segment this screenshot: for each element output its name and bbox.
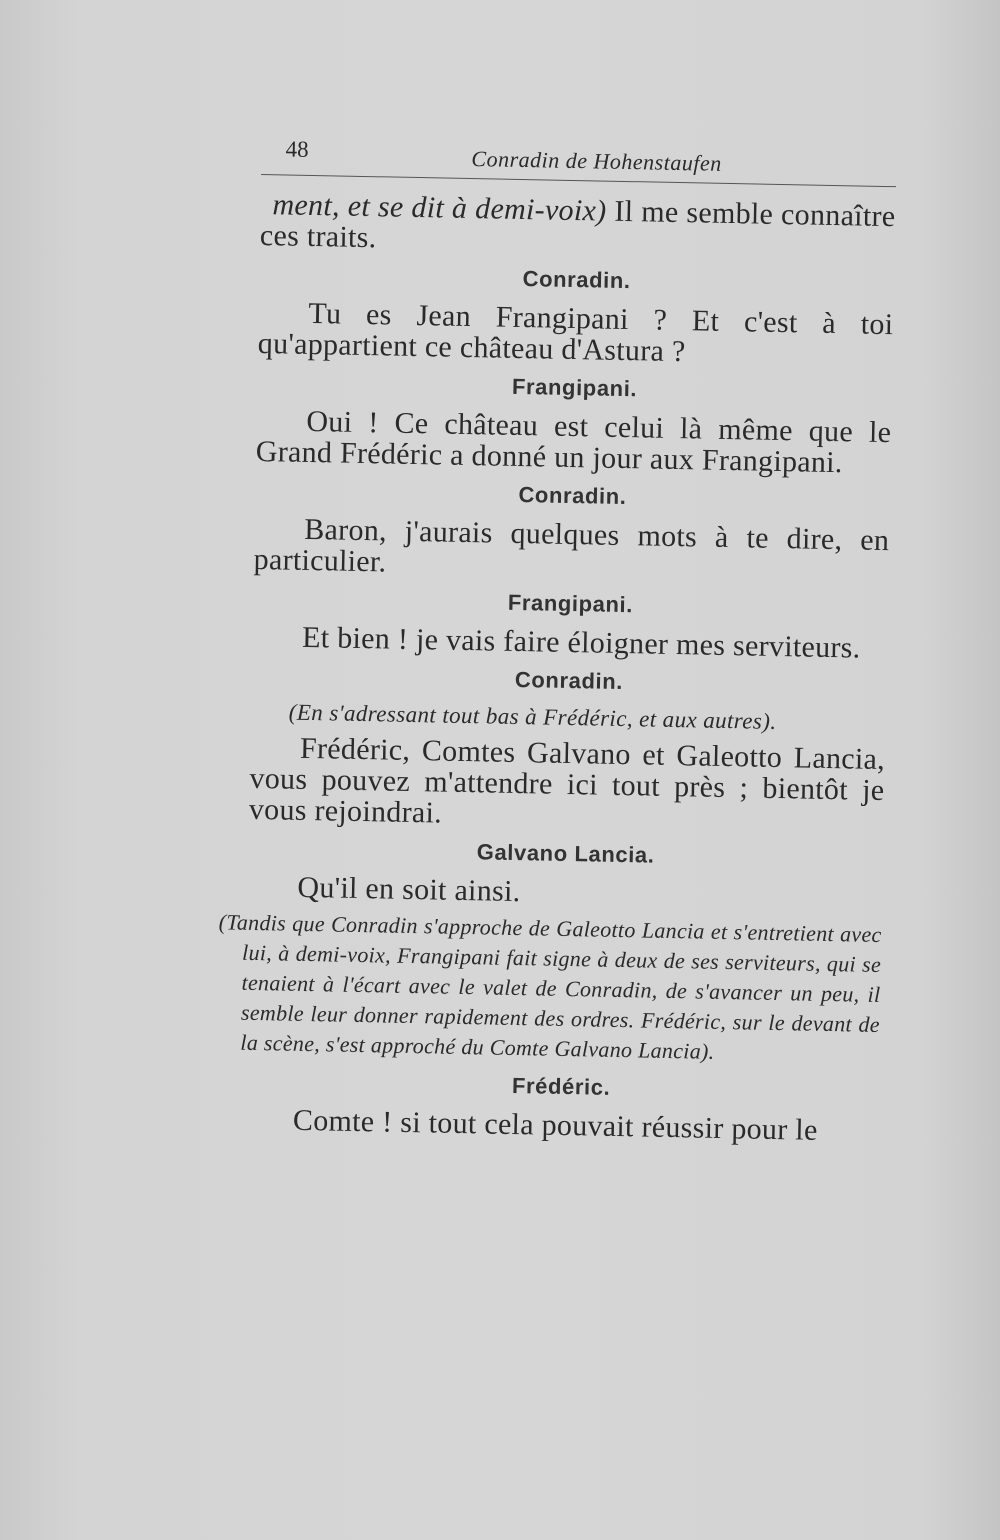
speaker-name: Galvano Lancia. <box>476 839 655 868</box>
opening-paragraph <box>260 189 896 263</box>
stage-direction-block: (Tandis que Conradin s'approche de Galeotto Lancia et s'entretient avec lui, à demi-voix, Frangipani fait signe à deux de ses serviteurs, qui se tenaient à l'écart avec le valet de Conradin, de s'avancer un peu, il semble leur donner rapidement des ordres. Frédéric, sur le devant de la scène, s'est approché du Comte Galvano Lancia). <box>218 909 882 1064</box>
opening-text: Il me semble connaître ces traits. <box>259 194 896 255</box>
stage-direction-inline: (En s'adressant tout bas à Frédéric, et aux autres). <box>288 699 777 734</box>
speaker-name: Conradin. <box>514 666 624 695</box>
speech-text: Baron, j'aurais quelques mots à te dire, en particulier. <box>253 512 890 579</box>
speech-text: Qu'il en soit ainsi. <box>297 870 521 909</box>
speaker-name: Conradin. <box>518 481 627 510</box>
speech-text: Oui ! Ce château est celui là même que le Grand Frédéric a donné un jour aux Frangipani. <box>255 404 892 480</box>
running-header <box>261 128 897 187</box>
speech-text: Tu es Jean Frangipani ? Et c'est à toi qu'appartient ce château d'Astura ? <box>257 296 894 369</box>
page-content <box>218 128 897 1147</box>
speaker-name: Frangipani. <box>511 373 638 402</box>
speaker-name: Frangipani. <box>507 589 634 618</box>
page-number: 48 <box>285 136 309 162</box>
speech-text: Comte ! si tout cela pouvait réussir pour le <box>292 1103 818 1147</box>
speech-text: Et bien ! je vais faire éloigner mes serviteurs. <box>301 620 861 665</box>
speaker-name: Frédéric. <box>511 1072 611 1100</box>
speech-text: Frédéric, Comtes Galvano et Galeotto Lancia, vous pouvez m'attendre ici tout près ; bientôt je vous rejoindrai. <box>248 731 886 830</box>
speaker-name: Conradin. <box>522 266 631 294</box>
opening-stage-direction: ment, et se dit à demi-voix) <box>272 188 607 228</box>
running-title: Conradin de Hohenstaufen <box>471 146 722 176</box>
